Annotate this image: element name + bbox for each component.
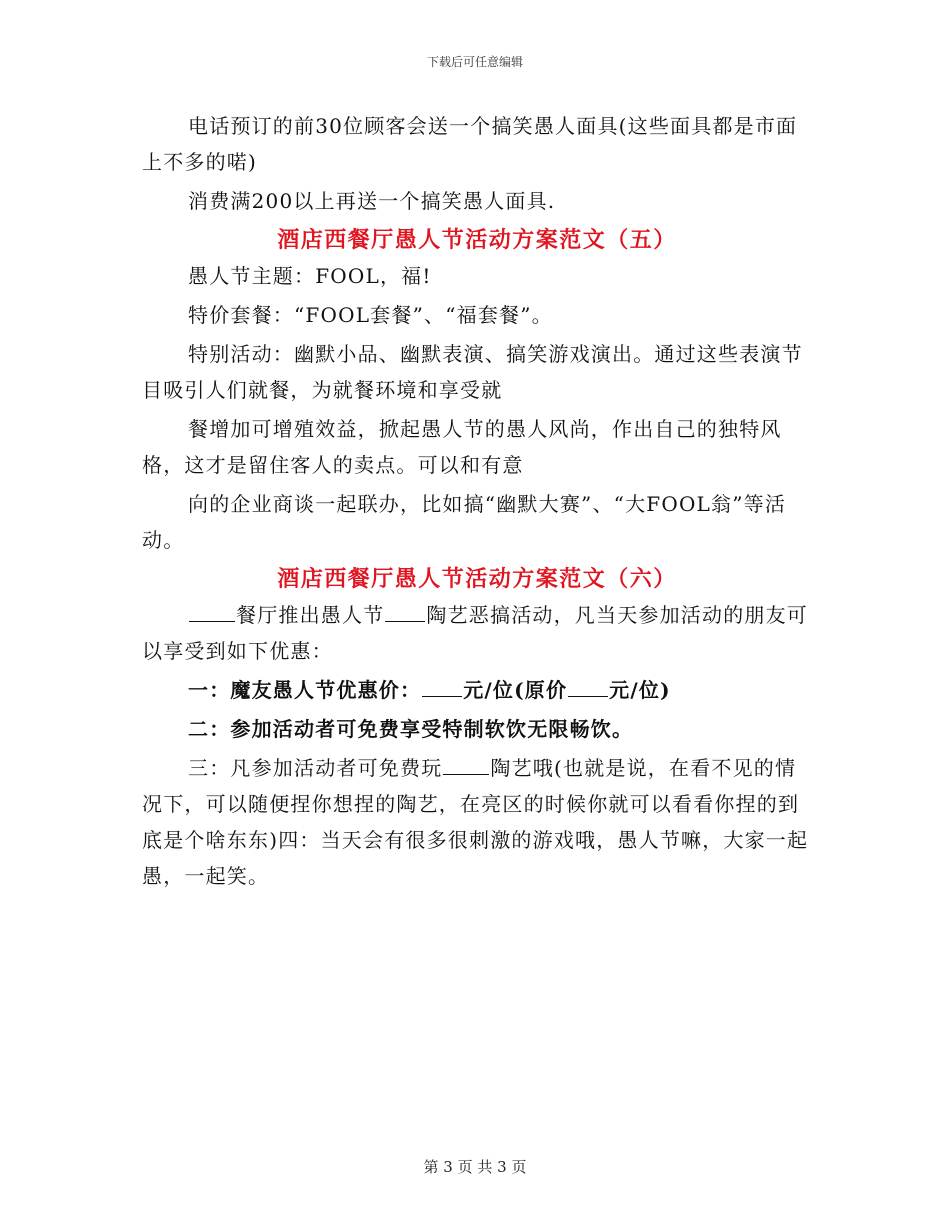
fill-blank — [443, 754, 489, 775]
document-body — [142, 108, 812, 894]
paragraph-item-1 — [142, 672, 812, 708]
paragraph-special-activity-b: 餐增加可增殖效益，掀起愚人节的愚人风尚，作出自己的独特风格，这才是留住客人的卖点。可以和有意 — [142, 417, 782, 477]
paragraph-item-2: 二：参加活动者可免费享受特制软饮无限畅饮。 — [188, 717, 634, 741]
item3-text-1: 三：凡参加活动者可免费玩 — [188, 756, 443, 780]
paragraph-phone-booking: 电话预订的前30位顾客会送一个搞笑愚人面具(这些面具都是市面上不多的喏) — [142, 114, 798, 174]
item1-text-1: 一：魔友愚人节优惠价： — [188, 678, 422, 702]
fill-blank — [385, 601, 425, 622]
section-5-title: 酒店西餐厅愚人节活动方案范文（五） — [277, 227, 677, 253]
paragraph-set-meal: 特价套餐：“FOOL套餐”、“福套餐”。 — [188, 303, 553, 327]
paragraph-theme: 愚人节主题：FOOL，福! — [188, 264, 432, 288]
item3-text-2: 陶艺哦(也就是说，在看不见的情况下，可以随便捏你想捏的陶艺，在亮区的时候你就可以看看你捏的到底是个啥东东)四：当天会有很多很刺激的游戏哦，愚人节嘛，大家一起愚，一起笑。 — [142, 756, 809, 888]
page-footer: 第 3 页 共 3 页 — [423, 1158, 527, 1176]
item1-text-3: 元/位) — [609, 678, 671, 702]
intro-text-1: 餐厅推出愚人节 — [236, 603, 385, 627]
fill-blank — [189, 601, 235, 622]
paragraph-item-3 — [142, 750, 812, 894]
page-header: 下载后可任意编辑 — [426, 55, 523, 69]
item1-text-2: 元/位(原价 — [463, 678, 568, 702]
intro-text-2: 陶艺恶搞活动，凡当天参加活动的朋友可以享受到如下优惠： — [142, 603, 809, 663]
paragraph-special-activity-a: 特别活动：幽默小品、幽默表演、搞笑游戏演出。通过这些表演节目吸引人们就餐，为就餐环境和享受就 — [142, 342, 803, 402]
fill-blank — [568, 676, 608, 697]
paragraph-spend-gift: 消费满200以上再送一个搞笑愚人面具. — [188, 189, 556, 213]
paragraph-intro — [142, 597, 812, 669]
fill-blank — [422, 676, 462, 697]
section-6-title: 酒店西餐厅愚人节活动方案范文（六） — [277, 566, 677, 592]
paragraph-special-activity-c: 向的企业商谈一起联办，比如搞“幽默大赛”、“大FOOL翁”等活动。 — [142, 492, 787, 552]
